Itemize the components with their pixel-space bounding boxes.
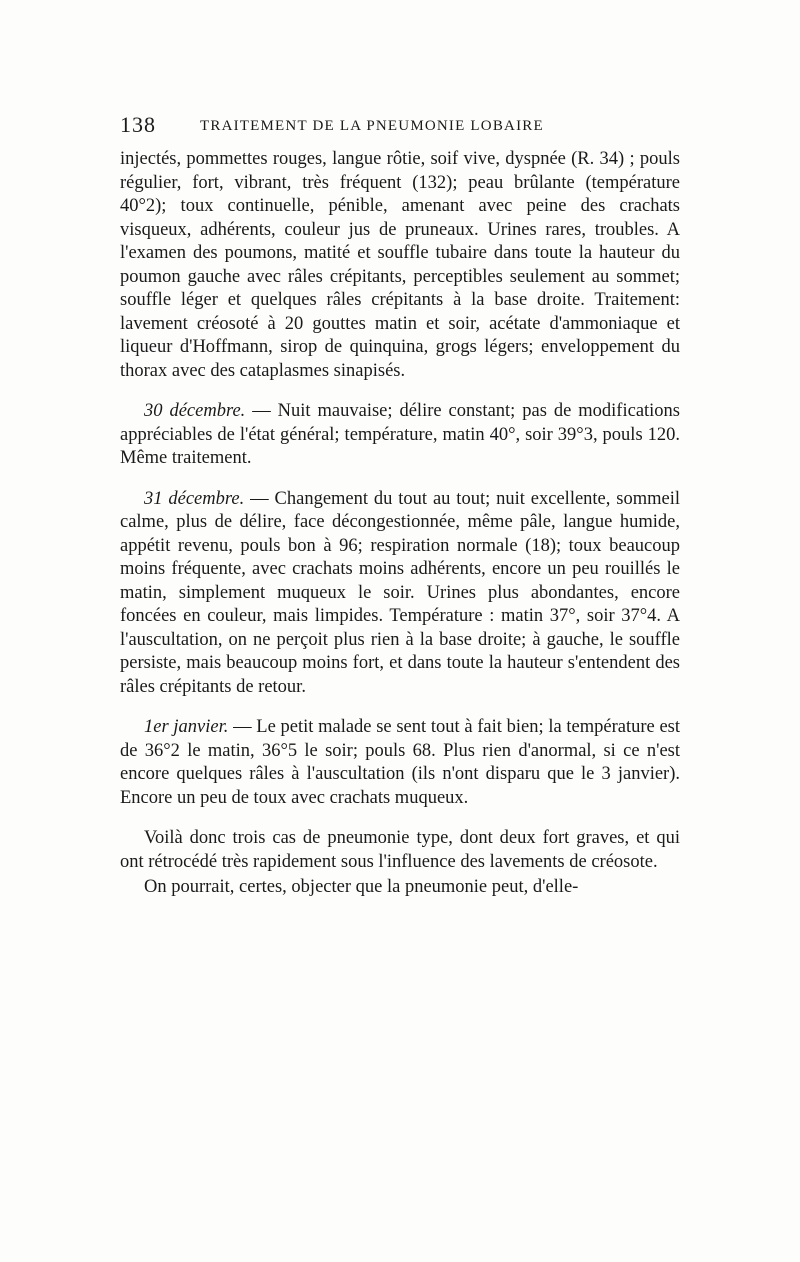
page-number: 138 [120, 112, 156, 137]
paragraph-1er-janvier [120, 716, 680, 810]
body-text [120, 148, 680, 917]
paragraph-body: — Le petit malade se sent tout à fait bien; la température est de 36°2 le matin, 36°5 le soir; pouls 68. Plus rien d'anormal, si ce n'est encore quelques râles à l'auscultation (ils n'ont disparu que le 3 janvier). Encore un peu de toux avec crachats muqueux. [120, 717, 681, 808]
paragraph-body: — Changement du tout au tout; nuit excellente, sommeil calme, plus de délire, face décongestionnée, même pâle, langue humide, appétit revenu, pouls bon à 96; respiration normale (18); toux beaucoup moins fréquente, avec crachats moins adhérents, encore un peu rouillés le matin, simplement muqueux le soir. Urines plus abondantes, encore foncées en couleur, mais limpides. Température : matin 37°, soir 37°4. A l'auscultation, on ne perçoit plus rien à la base droite; à gauche, le souffle persiste, mais beaucoup moins fort, et dans toute la hauteur s'entendent des râles crépitants de retour. [120, 488, 680, 697]
paragraph-case-description: injectés, pommettes rouges, langue rôtie, soif vive, dyspnée (R. 34) ; pouls régulier, fort, vibrant, très fréquent (132); peau brûlante (température 40°2); toux continuelle, pénible, amenant avec peine des crachats visqueux, adhérents, couleur jus de pruneaux. Urines rares, troubles. A l'examen des poumons, matité et souffle tubaire dans toute la hauteur du poumon gauche avec râles crépitants, perceptibles seulement au sommet; souffle léger et quelques râles crépitants à la base droite. Traitement: lavement créosoté à 20 gouttes matin et soir, acétate d'ammoniaque et liqueur d'Hoffmann, sirop de quinquina, grogs légers; enveloppement du thorax avec des cataplasmes sinapisés. [120, 149, 680, 381]
date-lead: 1er janvier. [144, 717, 229, 737]
paragraph-30-decembre [120, 400, 680, 471]
paragraph-31-decembre [120, 488, 680, 700]
paragraph-conclusion: Voilà donc trois cas de pneumonie type, dont deux fort graves, et qui ont rétrocédé très rapidement sous l'influence des lavements de créosote. [120, 828, 680, 872]
date-lead: 30 décembre. [144, 401, 246, 421]
date-lead: 31 décembre. [144, 488, 245, 509]
paragraph-objection: On pourrait, certes, objecter que la pneumonie peut, d'elle- [144, 877, 579, 897]
running-title: TRAITEMENT DE LA PNEUMONIE LOBAIRE [200, 118, 544, 134]
paragraph-body: — Nuit mauvaise; délire constant; pas de modifications appréciables de l'état général; température, matin 40°, soir 39°3, pouls 120. Même traitement. [120, 401, 681, 468]
running-header [120, 112, 680, 142]
